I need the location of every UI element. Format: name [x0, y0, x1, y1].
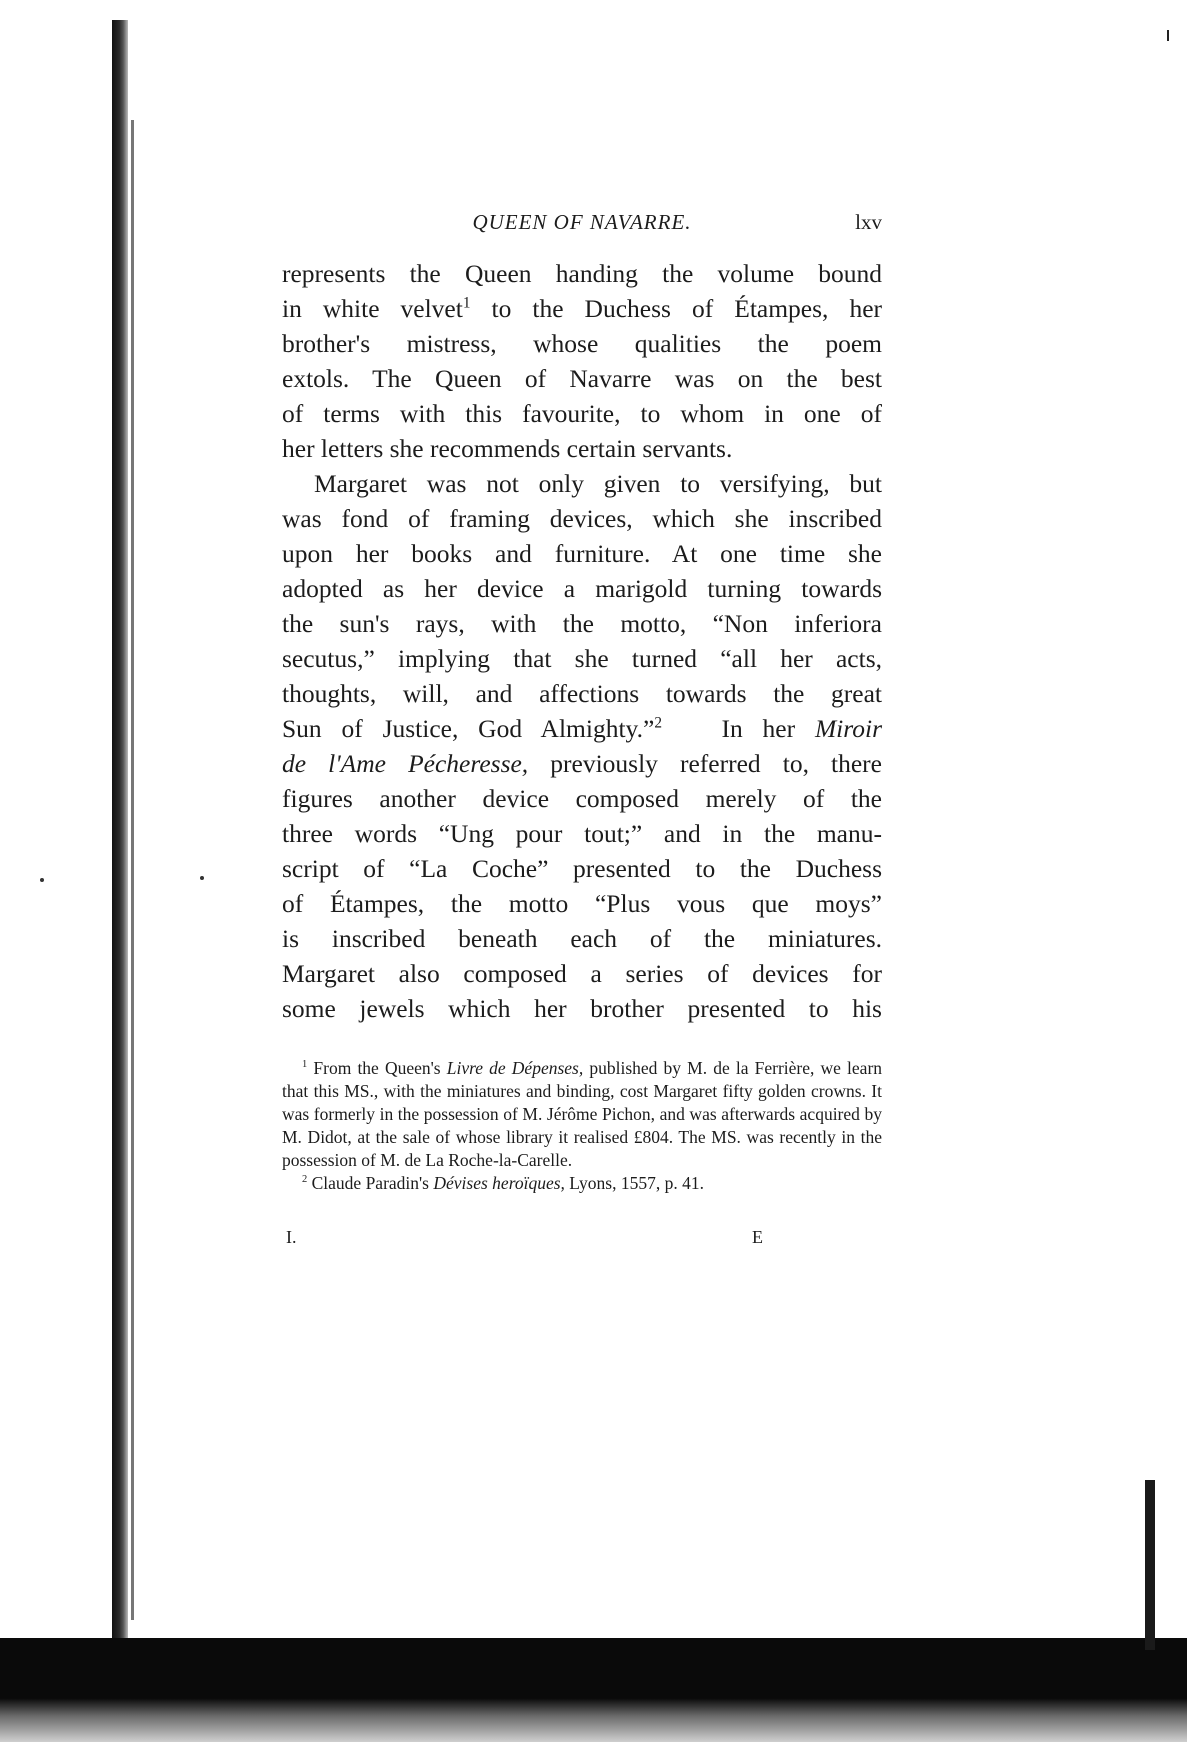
signature-line	[282, 1227, 882, 1255]
footnote-text: From the Queen's	[313, 1058, 441, 1078]
running-head	[282, 204, 882, 244]
volume-number: I.	[286, 1227, 297, 1247]
scan-speck	[40, 878, 44, 882]
text-line: thoughts, will, and affections towards the great	[282, 679, 882, 708]
book-title: Livre de Dépenses,	[446, 1058, 584, 1078]
scan-right-shadow	[1145, 1480, 1155, 1650]
text-line: extols. The Queen of Navarre was on the best	[282, 364, 882, 393]
footnote-2	[282, 1172, 882, 1195]
footnote-text: published by M. de la Ferrière, we learn that this MS., with the miniatures and binding, cost Margaret fifty golden crowns. It was formerly in the possession of M. Jérôme Pichon, and was afterwards acquired by M. Didot, at the sale of whose library it realised £804. The MS. was recently in the possession of M. de La Roche-la-Carelle.	[282, 1058, 883, 1170]
binding-shadow-inner	[131, 120, 134, 1620]
text-line: script of “La Coche” presented to the Duchess	[282, 854, 882, 883]
body-text	[282, 256, 882, 1026]
text-line	[282, 291, 882, 326]
text-line	[282, 746, 882, 781]
binding-shadow	[112, 20, 128, 1640]
footnote-marker: 2	[302, 1174, 308, 1186]
paragraph	[282, 256, 882, 466]
book-title: Miroir	[814, 714, 882, 743]
text-line: brother's mistress, whose qualities the poem	[282, 329, 882, 358]
text-line: adopted as her device a marigold turning towards	[282, 574, 882, 603]
text-line: is inscribed beneath each of the miniatures.	[282, 924, 882, 953]
text-line: represents the Queen handing the volume bound	[282, 259, 882, 288]
footnote-marker: 1	[302, 1059, 308, 1071]
text-line: her letters she recommends certain servants.	[282, 434, 733, 463]
footnote-ref: 2	[654, 714, 662, 732]
text-fragment: In her	[721, 714, 796, 743]
scan-speck	[200, 876, 204, 880]
scan-bottom-shadow	[0, 1638, 1187, 1742]
footnote-text: Claude Paradin's	[311, 1173, 429, 1193]
footnote-1	[282, 1057, 882, 1172]
footnote-text: Lyons, 1557, p. 41.	[569, 1173, 704, 1193]
text-line: upon her books and furniture. At one time she	[282, 539, 882, 568]
text-fragment: in white velvet	[282, 294, 463, 323]
text-line: secutus,” implying that she turned “all her acts,	[282, 644, 882, 673]
text-line: Margaret was not only given to versifying, but	[314, 469, 882, 498]
text-line	[282, 711, 882, 746]
text-line: the sun's rays, with the motto, “Non inferiora	[282, 609, 882, 638]
text-line: was fond of framing devices, which she inscribed	[282, 504, 882, 533]
text-line: of Étampes, the motto “Plus vous que moys”	[282, 889, 882, 918]
book-title: Dévises heroïques,	[433, 1173, 565, 1193]
text-line: of terms with this favourite, to whom in one of	[282, 399, 882, 428]
text-line: figures another device composed merely of the	[282, 784, 882, 813]
text-line: Margaret also composed a series of devices for	[282, 959, 882, 988]
running-title: QUEEN OF NAVARRE.	[472, 210, 692, 234]
signature-mark: E	[752, 1227, 763, 1247]
book-title: de l'Ame Pécheresse,	[282, 749, 529, 778]
page-number: lxv	[855, 210, 882, 234]
paragraph	[282, 466, 882, 1026]
text-fragment: previously referred to, there	[550, 749, 882, 778]
footnotes	[282, 1057, 882, 1195]
text-line: three words “Ung pour tout;” and in the manu-	[282, 819, 882, 848]
scan-mark	[1167, 30, 1169, 41]
text-fragment: Sun of Justice, God Almighty.”	[282, 714, 655, 743]
text-line: some jewels which her brother presented to his	[282, 994, 882, 1023]
text-fragment: to the Duchess of Étampes, her	[491, 294, 883, 323]
footnote-ref: 1	[462, 294, 471, 312]
